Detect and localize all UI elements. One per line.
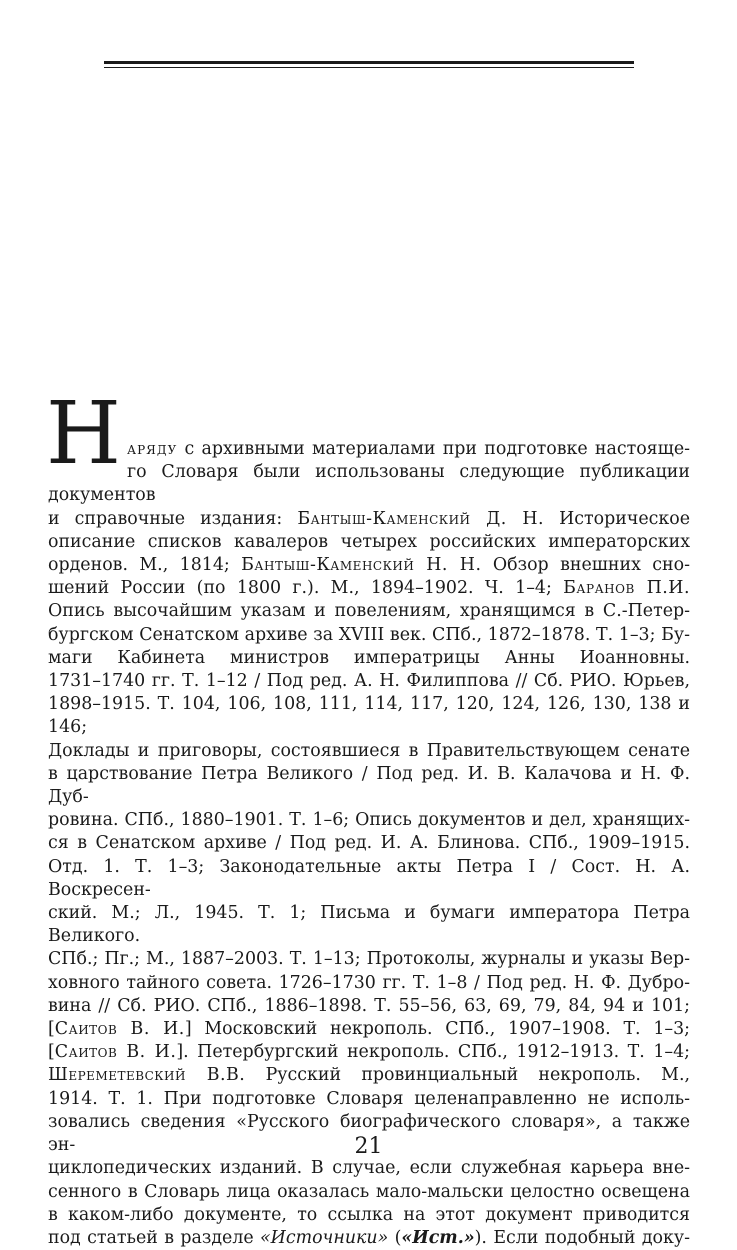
section-reference: «Источники» bbox=[260, 1227, 389, 1248]
text-line: в царствование Петра Великого / Под ред. И. В. Калачова и Н. Ф. Дуб- bbox=[48, 763, 690, 808]
author-name: Бантыш-Каменский Д. Н. bbox=[297, 508, 545, 529]
text-line: ся в Сенатском архиве / Под ред. И. А. Блинова. СПб., 1909–1915. bbox=[48, 833, 690, 854]
text-line: маги Кабинета министров императрицы Анны Иоанновны. bbox=[48, 647, 690, 668]
author-name: Баранов П.И. bbox=[563, 578, 690, 599]
text-line: Шереметевский В.В. Русский провинциальный некрополь. М., bbox=[48, 1065, 691, 1086]
text-line: 1914. Т. 1. При подготовке Словаря целенаправленно не исполь- bbox=[48, 1088, 690, 1109]
text-line: [Саитов В. И.]. Петербургский некрополь. СПб., 1912–1913. Т. 1–4; bbox=[48, 1042, 691, 1063]
text-line: сенного в Словарь лица оказалась мало-мальски целостно освещена bbox=[48, 1181, 690, 1202]
text-line: в каком-либо документе, то ссылка на этот документ приводится bbox=[48, 1204, 690, 1225]
text-line: шений России (по 1800 г.). М., 1894–1902. Ч. 1–4; Баранов П.И. bbox=[48, 578, 690, 599]
lead-word: аряду bbox=[127, 439, 178, 459]
text-line: Отд. 1. Т. 1–3; Законодательные акты Петра I / Сост. Н. А. Воскресен- bbox=[48, 856, 690, 900]
text-line: ский. М.; Л., 1945. Т. 1; Письма и бумаги императора Петра Великого. bbox=[48, 903, 690, 947]
section-abbreviation: «Ист.» bbox=[401, 1227, 475, 1248]
text-line: 1731–1740 гг. Т. 1–12 / Под ред. А. Н. Филиппова // Сб. РИО. Юрьев, bbox=[48, 671, 690, 692]
text-line: вина // Сб. РИО. СПб., 1886–1898. Т. 55–56, 63, 69, 79, 84, 94 и 101; bbox=[48, 995, 690, 1016]
text-line: и справочные издания: Бантыш-Каменский Д. Н. Историческое bbox=[48, 508, 690, 529]
author-name: Бантыш-Каменский Н. Н. bbox=[241, 555, 482, 576]
top-rule-thick bbox=[104, 61, 634, 64]
author-name: Саитов В. И. bbox=[54, 1042, 177, 1063]
text-line: циклопедических изданий. В случае, если служебная карьера вне- bbox=[48, 1158, 690, 1179]
text-line: бургском Сенатском архиве за XVIII век. СПб., 1872–1878. Т. 1–3; Бу- bbox=[48, 624, 690, 645]
text-line: орденов. М., 1814; Бантыш-Каменский Н. Н. Обзор внешних сно- bbox=[48, 555, 690, 576]
text-line: [Саитов В. И.] Московский некрополь. СПб., 1907–1908. Т. 1–3; bbox=[48, 1019, 690, 1040]
text-line: СПб.; Пг.; М., 1887–2003. Т. 1–13; Протоколы, журналы и указы Вер- bbox=[48, 949, 690, 970]
page-number: 21 bbox=[354, 1134, 383, 1159]
text-line: под статьей в разделе «Источники» («Ист.»). Если подобный доку- bbox=[48, 1227, 690, 1248]
drop-cap: Н bbox=[46, 384, 121, 484]
text-line: Доклады и приговоры, состоявшиеся в Правительствующем сенате bbox=[48, 740, 690, 761]
text-line: ховного тайного совета. 1726–1730 гг. Т. 1–8 / Под ред. Н. Ф. Дубро- bbox=[48, 972, 690, 993]
text-line: аряду с архивными материалами при подготовке настояще- bbox=[127, 439, 690, 459]
text-line: зовались сведения «Русского биографического словаря», а также эн- bbox=[48, 1111, 690, 1156]
top-rule-thin bbox=[104, 67, 634, 68]
text-line: го Словаря были использованы следующие публикации документов bbox=[48, 462, 690, 506]
text-line: ровина. СПб., 1880–1901. Т. 1–6; Опись документов и дел, хранящих- bbox=[48, 810, 690, 831]
text-line: 1898–1915. Т. 104, 106, 108, 111, 114, 117, 120, 124, 126, 130, 138 и 146; bbox=[48, 694, 690, 738]
text-line: описание списков кавалеров четырех российских императорских bbox=[48, 531, 690, 552]
body-text bbox=[46, 384, 691, 1250]
text-line: Опись высочайшим указам и повелениям, хранящимся в С.-Петер- bbox=[48, 601, 690, 622]
author-name: Саитов В. И. bbox=[54, 1019, 185, 1040]
author-name: Шереметевский В.В. bbox=[48, 1065, 246, 1086]
